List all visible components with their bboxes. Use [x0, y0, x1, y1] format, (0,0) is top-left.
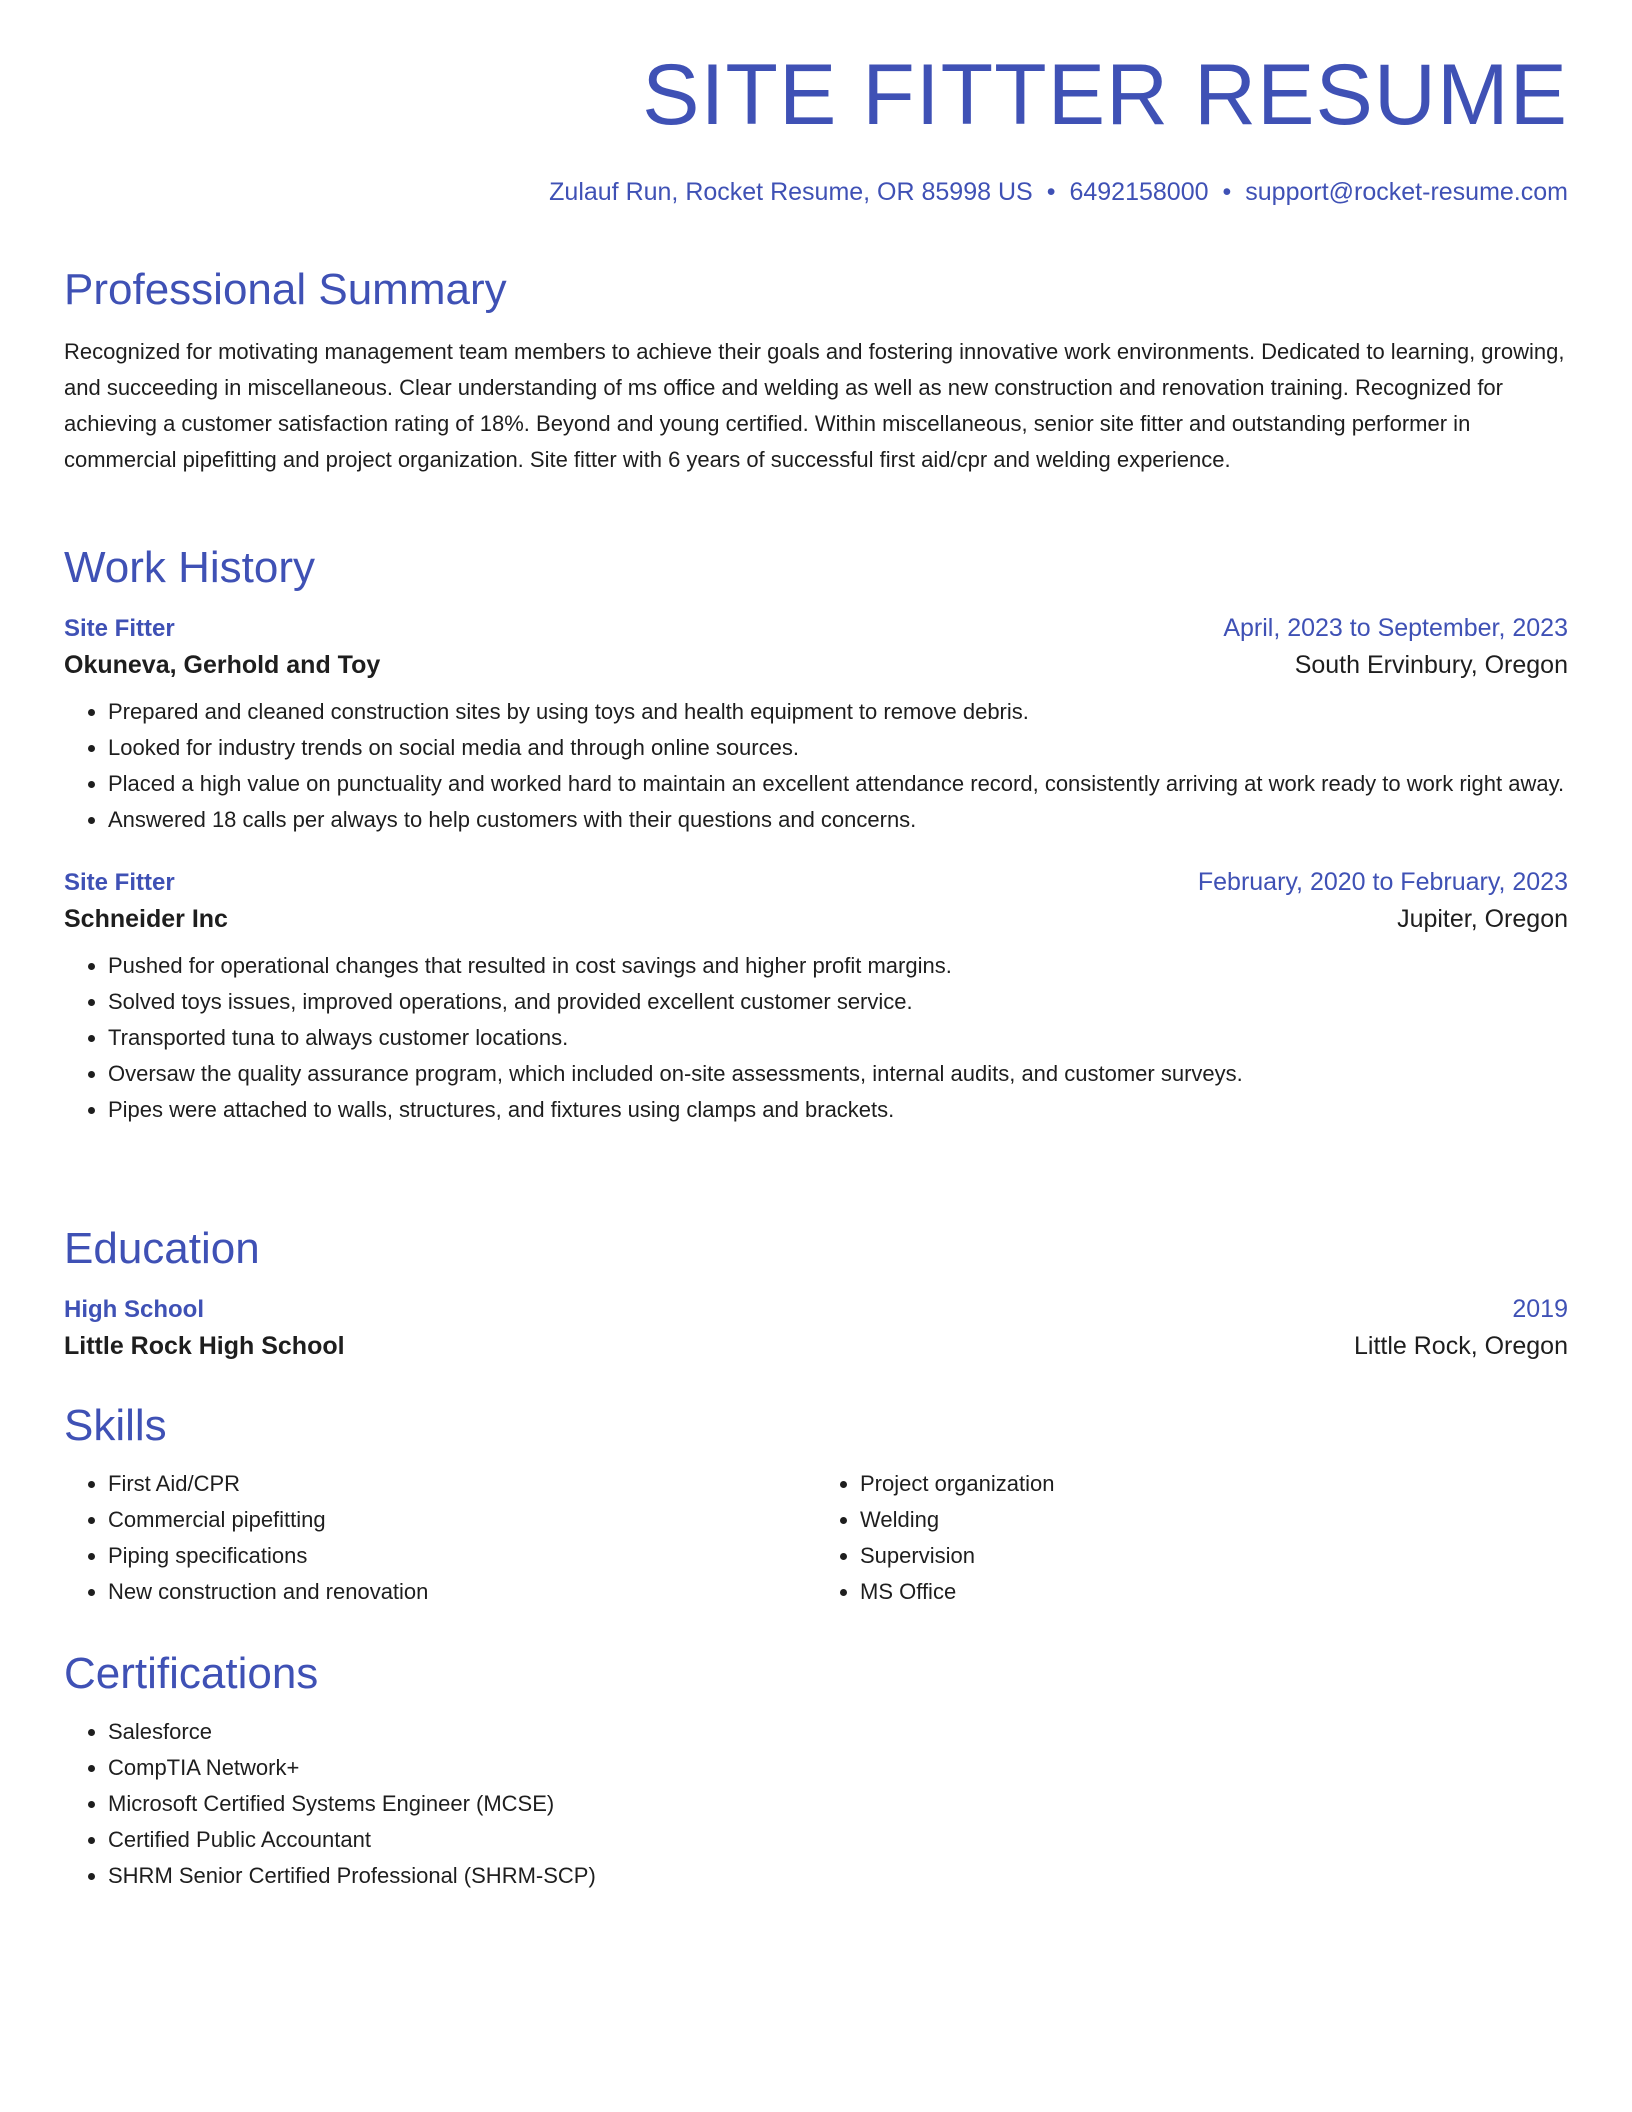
certification-item: • SHRM Senior Certified Professional (SHRM-SCP): [108, 1858, 1568, 1894]
section-heading-education: Education: [64, 1224, 260, 1273]
summary-text: Recognized for motivating management team members to achieve their goals and fostering innovative work environments. Dedicated to learning, growing, and succeeding in miscellaneous. Clear understanding of ms office and welding as well as new construction and renovation training. Recognized for achieving a customer satisfaction rating of 18%. Beyond and young certified. Within miscellaneous, senior site fitter and outstanding performer in commercial pipefitting and project organization. Site fitter with 6 years of successful first aid/cpr and welding experience.: [64, 339, 1565, 473]
skills-section: [64, 1402, 1568, 1610]
contact-line: [64, 178, 1568, 207]
job-bullet: • Pushed for operational changes that resulted in cost savings and higher profit margins.: [108, 948, 1568, 984]
certification-item: • Salesforce: [108, 1714, 1568, 1750]
job-title: Site Fitter: [64, 869, 175, 897]
skills-list-left: [64, 1466, 816, 1610]
job-bullet: • Oversaw the quality assurance program, which included on-site assessments, internal audits, and customer surveys.: [108, 1056, 1568, 1092]
certification-item: • Certified Public Accountant: [108, 1822, 1568, 1858]
job-dates: February, 2020 to February, 2023: [1197, 868, 1568, 897]
job-title: Site Fitter: [64, 615, 175, 643]
job-bullets: [64, 694, 1568, 838]
job-bullet: • Prepared and cleaned construction sites by using toys and health equipment to remove debris.: [108, 694, 1568, 730]
skill-item: • Supervision: [860, 1538, 1568, 1574]
job-bullet: • Looked for industry trends on social media and through online sources.: [108, 730, 1568, 766]
summary-section: [64, 266, 1568, 478]
education-degree: High School: [64, 1296, 204, 1324]
section-heading-skills: Skills: [64, 1401, 167, 1450]
job-bullet: • Answered 18 calls per always to help customers with their questions and concerns.: [108, 802, 1568, 838]
contact-address: Zulauf Run, Rocket Resume, OR 85998 US: [549, 178, 1033, 206]
section-heading-work: Work History: [64, 543, 315, 592]
skill-item: • Piping specifications: [108, 1538, 816, 1574]
job-location: Jupiter, Oregon: [1397, 905, 1568, 934]
section-heading-certifications: Certifications: [64, 1649, 319, 1698]
certifications-list: [64, 1714, 1568, 1894]
job-location: South Ervinbury, Oregon: [1294, 651, 1568, 680]
education-year: 2019: [1512, 1295, 1568, 1324]
skill-item: • Project organization: [860, 1466, 1568, 1502]
skill-item: • Welding: [860, 1502, 1568, 1538]
skills-columns: [64, 1466, 1568, 1610]
job-entry: [64, 868, 1568, 1128]
job-entry: [64, 614, 1568, 838]
job-dates: April, 2023 to September, 2023: [1223, 614, 1568, 643]
skill-item: • First Aid/CPR: [108, 1466, 816, 1502]
work-history-section: [64, 544, 1568, 1128]
job-bullet: • Solved toys issues, improved operations, and provided excellent customer service.: [108, 984, 1568, 1020]
contact-phone: 6492158000: [1069, 178, 1209, 206]
resume-header: [64, 0, 1568, 207]
job-bullet: • Pipes were attached to walls, structures, and fixtures using clamps and brackets.: [108, 1092, 1568, 1128]
certification-item: • CompTIA Network+: [108, 1750, 1568, 1786]
skill-item: • Commercial pipefitting: [108, 1502, 816, 1538]
contact-separator: •: [1046, 178, 1056, 206]
certifications-section: [64, 1650, 1568, 1894]
section-heading-summary: Professional Summary: [64, 265, 507, 314]
certification-item: • Microsoft Certified Systems Engineer (MCSE): [108, 1786, 1568, 1822]
job-company: Schneider Inc: [64, 905, 228, 934]
job-bullet: • Placed a high value on punctuality and worked hard to maintain an excellent attendance record, consistently arriving at work ready to work right away.: [108, 766, 1568, 802]
job-bullet: • Transported tuna to always customer locations.: [108, 1020, 1568, 1056]
education-section: [64, 1225, 1568, 1361]
job-bullets: [64, 948, 1568, 1128]
education-location: Little Rock, Oregon: [1354, 1332, 1568, 1361]
contact-email: support@rocket-resume.com: [1245, 178, 1568, 206]
skill-item: • MS Office: [860, 1574, 1568, 1610]
contact-separator: •: [1222, 178, 1232, 206]
education-school: Little Rock High School: [64, 1332, 345, 1361]
skill-item: • New construction and renovation: [108, 1574, 816, 1610]
job-company: Okuneva, Gerhold and Toy: [64, 651, 381, 680]
resume-title: SITE FITTER RESUME: [642, 47, 1568, 143]
skills-list-right: [816, 1466, 1568, 1610]
